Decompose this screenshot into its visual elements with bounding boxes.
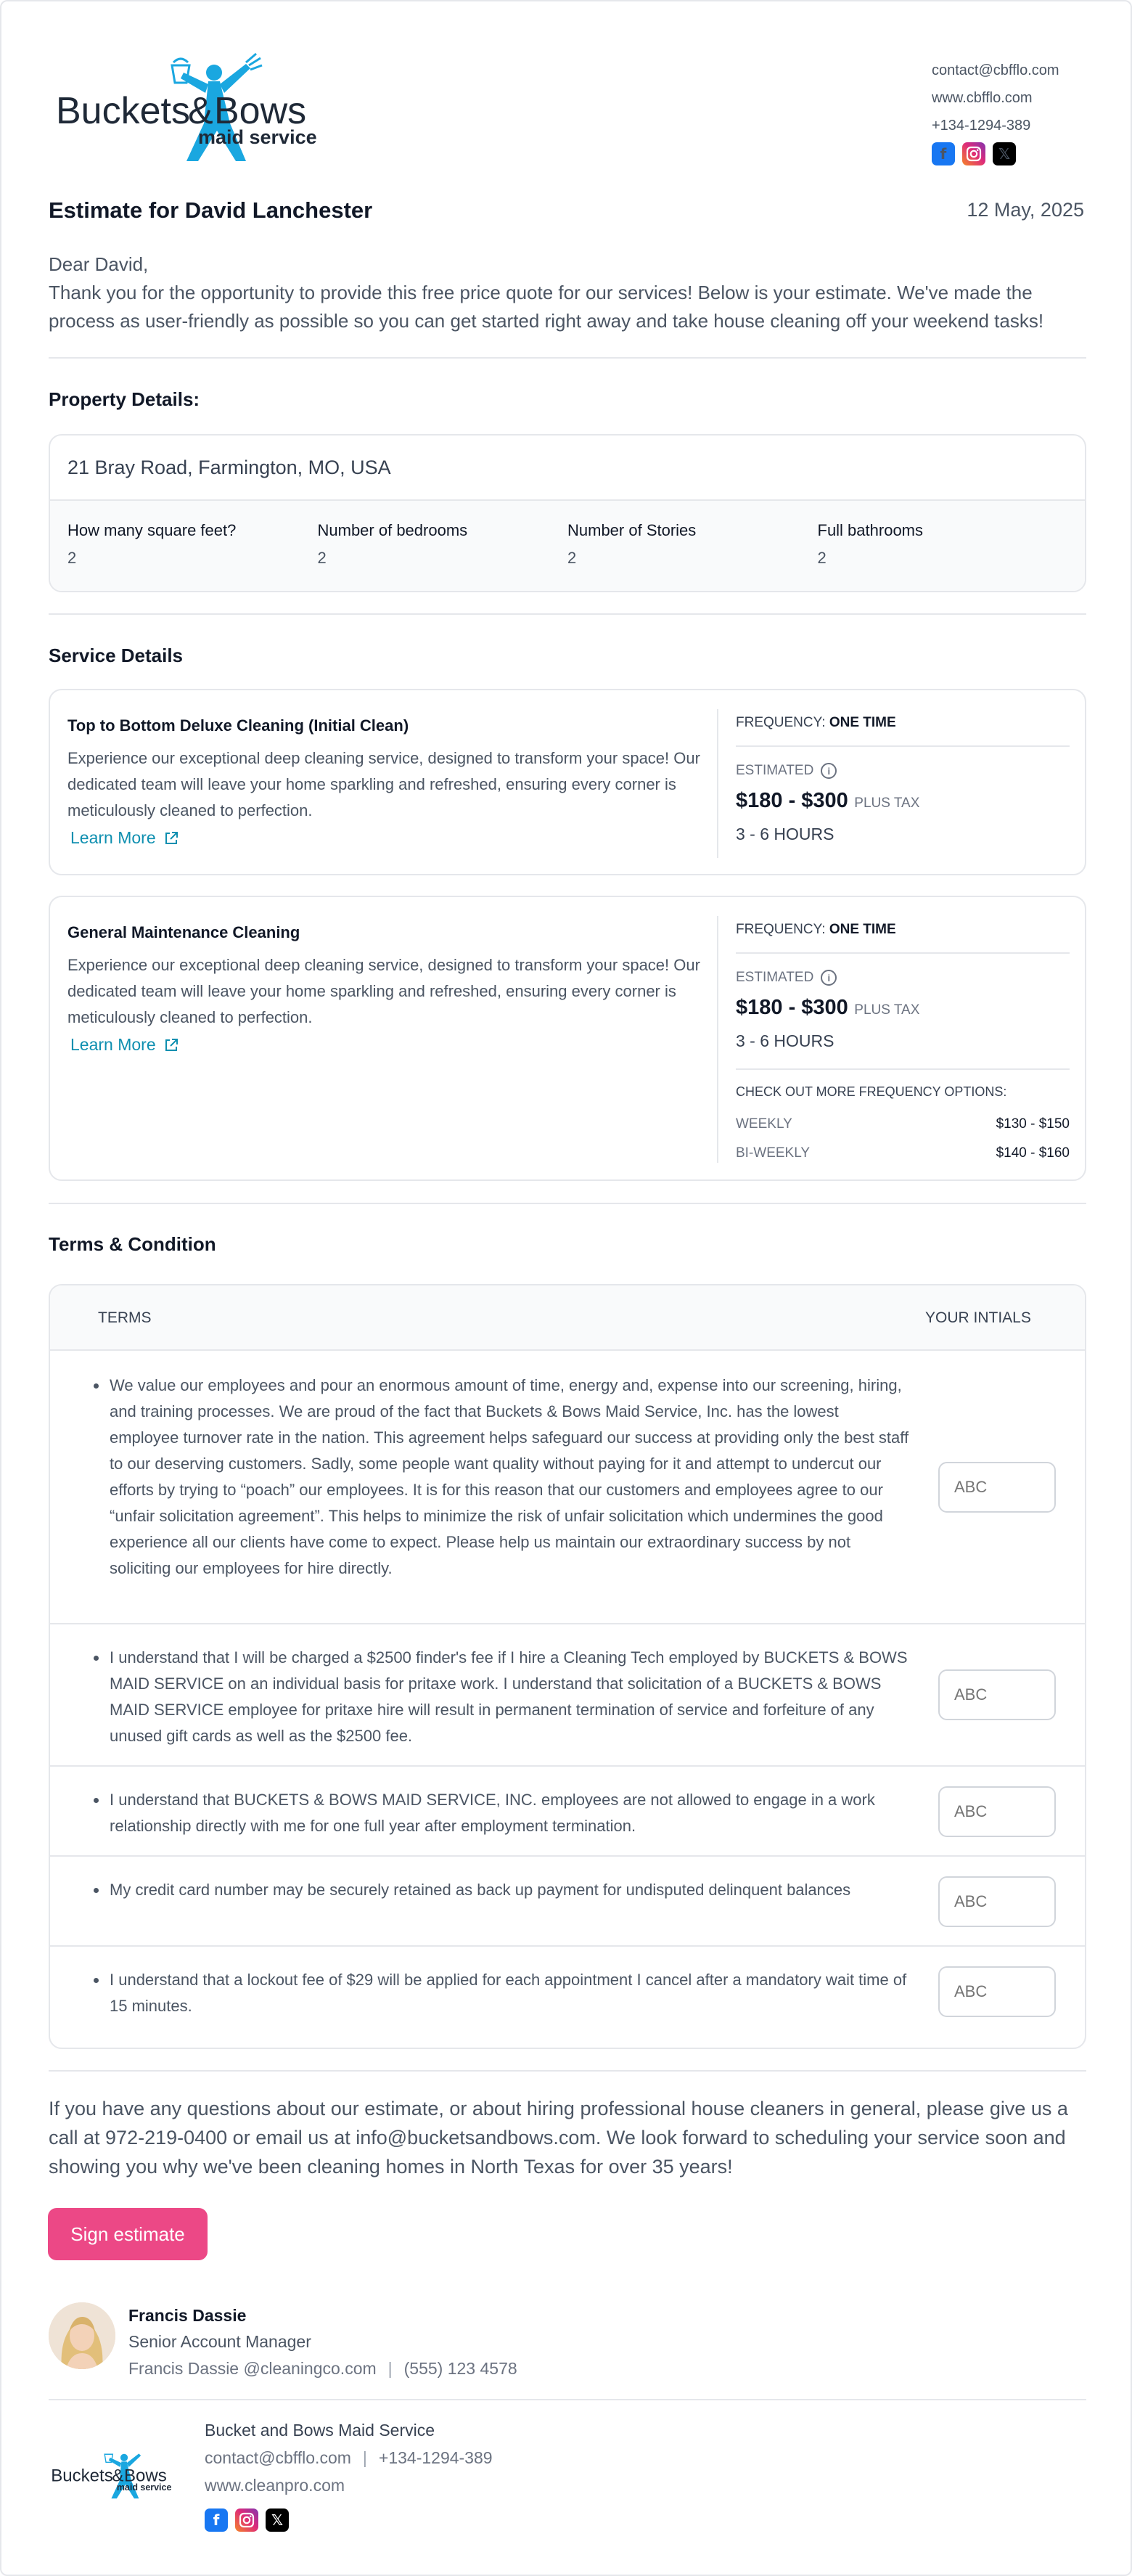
term-text: I understand that I will be charged a $2500 finder's fee if I hire a Cleaning Tech employed by BUCKETS & BOWS MAID SERVICE on an individual basis for pritaxe work. I understand that solicitation of a BUCKETS & BOWS MAID SERVICE employee for pritaxe hire will result in permanent termination of service and forfeiture of any unused gift cards as well as the $2500 fee.: [92, 1645, 912, 1749]
closing-paragraph: If you have any questions about our estimate, or about hiring professional house cleaners in general, please give us a call at 972-219-0400 or email us at info@bucketsandbows.com. We look forward to scheduling your service soon and showing you why we've been cleaning homes in North Texas for over 35 years!: [49, 2098, 1068, 2178]
footer-email[interactable]: contact@cbfflo.com: [205, 2448, 351, 2467]
separator: |: [362, 2448, 367, 2467]
term-row: [50, 1947, 1085, 2049]
field-label: Number of bedrooms: [317, 521, 468, 539]
learn-more-link[interactable]: [70, 828, 179, 848]
signer-email[interactable]: Francis Dassie @cleaningco.com: [128, 2359, 377, 2378]
frequency-label: FREQUENCY:: [736, 922, 826, 937]
frequency-options: [736, 1068, 1070, 1168]
svg-text:Buckets: Buckets: [56, 90, 190, 132]
divider: [49, 2070, 1086, 2072]
footer-website[interactable]: www.cleanpro.com: [205, 2476, 345, 2495]
learn-more-label: Learn More: [70, 828, 156, 847]
external-link-icon: [163, 830, 179, 846]
term-row: [50, 1351, 1085, 1624]
footer-socials: [205, 2508, 289, 2532]
initials-column-header: YOUR INTIALS: [925, 1309, 1031, 1326]
service-info: [67, 897, 706, 1055]
intro-paragraph: Thank you for the opportunity to provide this free price quote for our services! Below is your estimate. We've made the process as user-friendly as possible so you can get started right away and take house cleaning off your weekend tasks!: [49, 282, 1044, 332]
term-row: [50, 1767, 1085, 1857]
greeting-block: [49, 250, 1086, 335]
signer-name: Francis Dassie: [128, 2306, 247, 2325]
tax-note: PLUS TAX: [854, 1002, 920, 1018]
brand-logo: [56, 51, 353, 167]
service-card: [49, 689, 1086, 875]
price-range: $180 - $300: [736, 996, 848, 1019]
frequency-option: [736, 1139, 1070, 1168]
instagram-icon[interactable]: [962, 142, 985, 165]
terms-table: [49, 1284, 1086, 2049]
service-pricing: [736, 690, 1070, 844]
term-text: I understand that BUCKETS & BOWS MAID SERVICE, INC. employees are not allowed to engage in a work relationship directly with me for one full year after employment termination.: [92, 1787, 912, 1839]
greeting-line: Dear David,: [49, 253, 149, 275]
service-name: General Maintenance Cleaning: [67, 923, 300, 941]
frequency-option: [736, 1110, 1070, 1139]
vertical-divider: [717, 916, 718, 1163]
facebook-icon[interactable]: f: [932, 142, 955, 165]
estimated-line: [736, 763, 1070, 779]
field-value: 2: [317, 549, 327, 567]
option-price: $140 - $160: [996, 1145, 1070, 1161]
svg-text:&: &: [188, 90, 213, 132]
option-price: $130 - $150: [996, 1116, 1070, 1132]
learn-more-label: Learn More: [70, 1035, 156, 1054]
frequency-label: FREQUENCY:: [736, 715, 826, 730]
divider: [49, 613, 1086, 615]
estimate-date: 12 May, 2025: [967, 199, 1084, 221]
x-icon[interactable]: 𝕏: [266, 2508, 289, 2532]
logo-mascot-icon: [56, 51, 353, 167]
header-contact: [932, 57, 1084, 165]
estimated-label: ESTIMATED: [736, 970, 814, 985]
svg-text:Bows: Bows: [214, 90, 307, 132]
info-icon[interactable]: i: [821, 763, 837, 779]
divider: [49, 357, 1086, 359]
instagram-icon[interactable]: [235, 2508, 258, 2532]
signer-phone[interactable]: (555) 123 4578: [403, 2359, 517, 2378]
svg-text:Buckets: Buckets: [51, 2466, 113, 2486]
service-description: Experience our exceptional deep cleaning service, designed to transform your space! Our dedicated team will leave your home sparkling and refreshed, ensuring every corner is meticulously cleaned to perfection.: [67, 749, 700, 819]
initials-input[interactable]: [938, 1966, 1056, 2017]
initials-input[interactable]: [938, 1462, 1056, 1513]
duration: 3 - 6 HOURS: [736, 1031, 834, 1050]
property-field: [818, 521, 1068, 591]
property-field: [318, 521, 568, 591]
property-address: 21 Bray Road, Farmington, MO, USA: [50, 436, 1085, 501]
price-row: [736, 789, 1070, 813]
terms-table-header: [50, 1285, 1085, 1351]
external-link-icon: [163, 1037, 179, 1053]
service-name: Top to Bottom Deluxe Cleaning (Initial Clean): [67, 716, 409, 735]
services-heading: Service Details: [49, 645, 184, 666]
footer-phone[interactable]: +134-1294-389: [378, 2448, 493, 2467]
option-name: WEEKLY: [736, 1116, 792, 1132]
x-icon[interactable]: 𝕏: [993, 142, 1016, 165]
term-text: We value our employees and pour an enormous amount of time, energy and, expense into our screening, hiring, and training processes. We are proud of the fact that Buckets & Bows Maid Service, Inc. has the lowest employee turnover rate in the nation. This agreement helps safeguard our success at providing only the best staff to our deserving customers. Sadly, some people want quality without paying for it and attempt to undercut our efforts by trying to “poach” our employees. It is for this reason that our customers and employees agree to our “unfair solicitation agreement”. This helps to minimize the risk of unfair solicitation which undermines the good experience all our clients have come to expect. Please help us maintain our extraordinary success by not soliciting our employees for hire directly.: [92, 1373, 912, 1582]
term-text: My credit card number may be securely retained as back up payment for undisputed delinquent balances: [92, 1877, 912, 1903]
estimated-label: ESTIMATED: [736, 763, 814, 778]
separator: |: [387, 2359, 393, 2378]
field-label: How many square feet?: [67, 521, 237, 539]
tax-note: PLUS TAX: [854, 796, 920, 811]
term-row: [50, 1624, 1085, 1767]
header-phone[interactable]: +134-1294-389: [932, 118, 1031, 134]
property-field: [567, 521, 818, 591]
divider: [49, 1203, 1086, 1204]
field-value: 2: [817, 549, 827, 567]
duration: 3 - 6 HOURS: [736, 825, 834, 843]
signer-contact: [128, 2359, 517, 2379]
service-card: [49, 896, 1086, 1181]
info-icon[interactable]: i: [821, 970, 837, 986]
field-label: Number of Stories: [567, 521, 697, 539]
price-row: [736, 996, 1070, 1020]
frequency-options-title: CHECK OUT MORE FREQUENCY OPTIONS:: [736, 1084, 1007, 1099]
field-value: 2: [567, 549, 577, 567]
initials-input[interactable]: [938, 1669, 1056, 1720]
header-email[interactable]: contact@cbfflo.com: [932, 62, 1059, 78]
service-info: [67, 690, 706, 848]
property-card: [49, 434, 1086, 592]
svg-text:maid service: maid service: [198, 126, 317, 148]
vertical-divider: [717, 709, 718, 858]
frequency-line: [736, 715, 1070, 747]
term-row: [50, 1857, 1085, 1947]
estimated-line: [736, 970, 1070, 986]
footer-contact: [205, 2448, 493, 2468]
footer-company: Bucket and Bows Maid Service: [205, 2421, 435, 2440]
terms-heading: Terms & Condition: [49, 1233, 216, 1255]
footer-logo: [51, 2448, 189, 2501]
header-socials: [932, 142, 1084, 165]
sign-estimate-button[interactable]: Sign estimate: [48, 2208, 208, 2260]
initials-input[interactable]: [938, 1876, 1056, 1927]
option-name: BI-WEEKLY: [736, 1145, 811, 1161]
svg-text:&: &: [112, 2466, 124, 2486]
signer-role: Senior Account Manager: [128, 2332, 311, 2351]
learn-more-link[interactable]: [70, 1035, 179, 1055]
property-field: [67, 521, 318, 591]
logo-mascot-icon: [51, 2448, 189, 2501]
frequency-value: ONE TIME: [829, 922, 896, 937]
service-description: Experience our exceptional deep cleaning service, designed to transform your space! Our dedicated team will leave your home sparkling and refreshed, ensuring every corner is meticulously cleaned to perfection.: [67, 956, 700, 1026]
service-pricing: [736, 897, 1070, 1168]
initials-input[interactable]: [938, 1786, 1056, 1837]
field-label: Full bathrooms: [817, 521, 924, 539]
price-range: $180 - $300: [736, 789, 848, 812]
avatar: [49, 2302, 115, 2369]
terms-column-header: TERMS: [98, 1309, 152, 1326]
property-heading: Property Details:: [49, 388, 200, 410]
svg-text:maid service: maid service: [116, 2482, 172, 2493]
term-text: I understand that a lockout fee of $29 will be applied for each appointment I cancel after a mandatory wait time of 15 minutes.: [92, 1967, 912, 2019]
estimate-title: Estimate for David Lanchester: [49, 197, 373, 223]
divider: [49, 2399, 1086, 2400]
frequency-line: [736, 922, 1070, 954]
field-value: 2: [67, 549, 77, 567]
svg-text:Bows: Bows: [124, 2466, 167, 2486]
frequency-value: ONE TIME: [829, 715, 896, 730]
property-fields: [50, 501, 1085, 591]
header-website[interactable]: www.cbfflo.com: [932, 90, 1033, 106]
facebook-icon[interactable]: f: [205, 2508, 228, 2532]
